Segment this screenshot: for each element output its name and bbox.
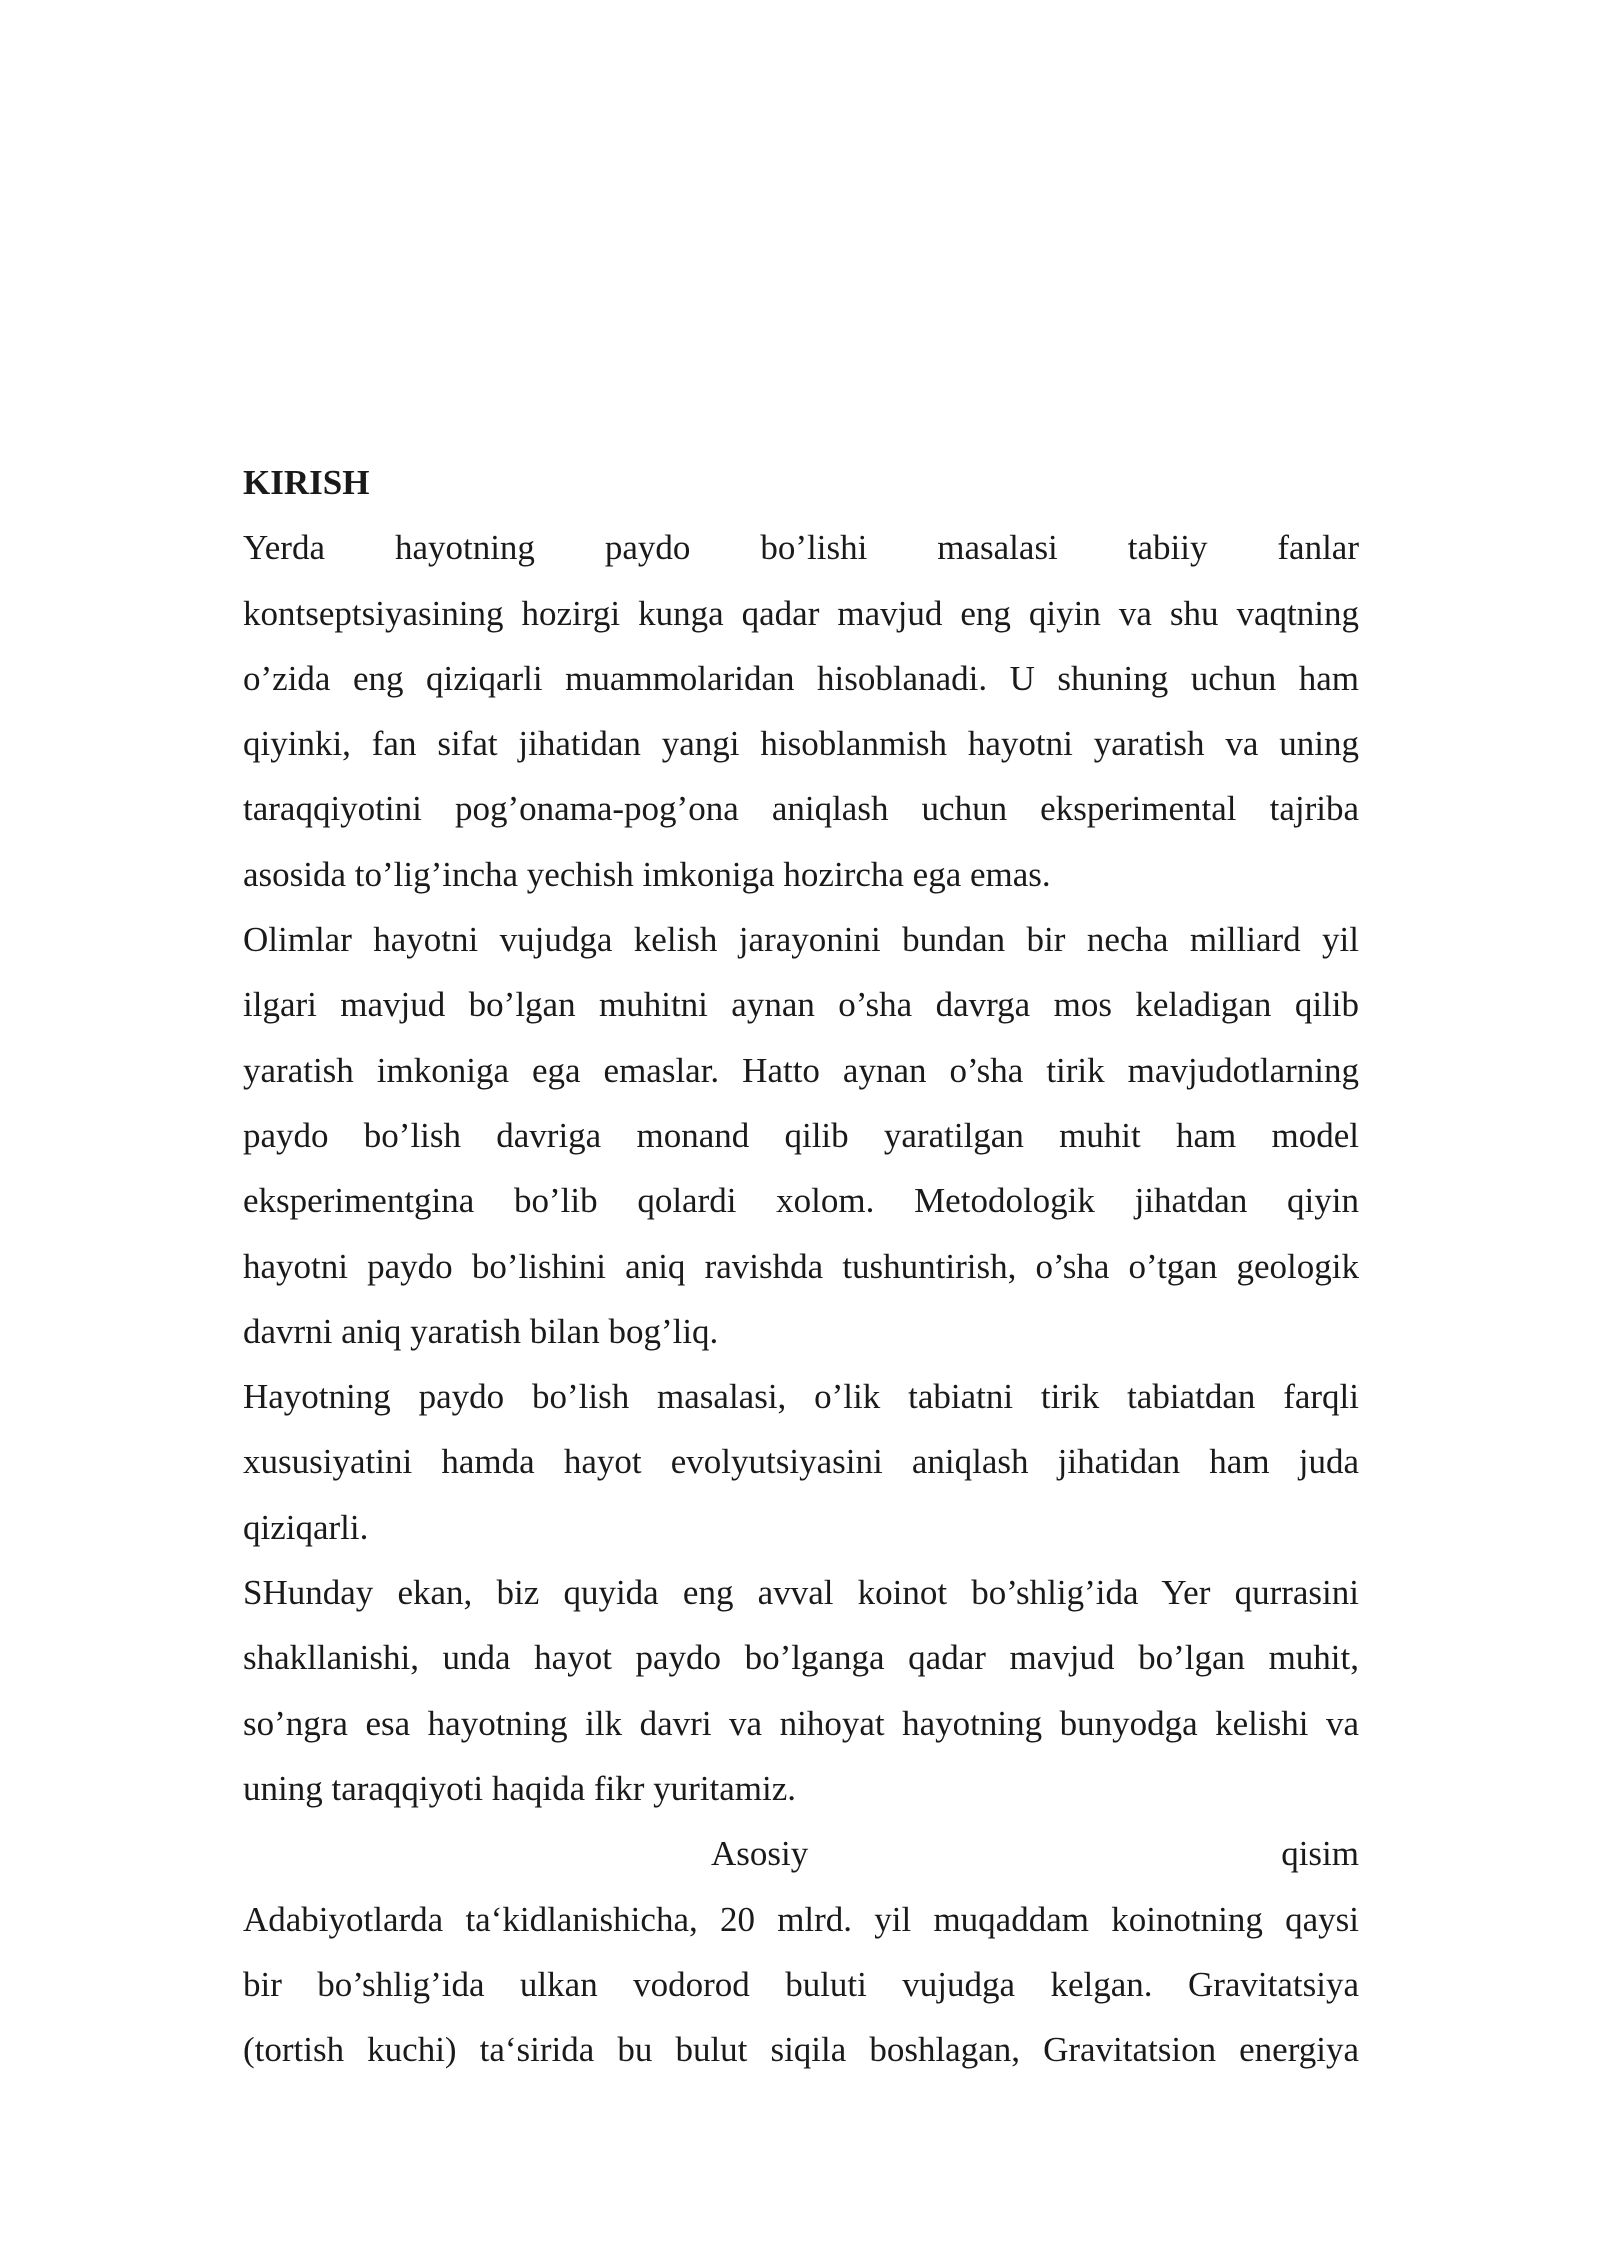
- document-page: [243, 450, 1359, 2082]
- text-line: Adabiyotlarda ta‘kidlanishicha, 20 mlrd. yil muqaddam koinotning qaysi: [243, 1899, 1359, 1939]
- text-line: Hayotning paydo bo’lish masalasi, o’lik tabiatni tirik tabiatdan farqli: [243, 1377, 1359, 1417]
- text-line: yaratish imkoniga ega emaslar. Hatto aynan o’sha tirik mavjudotlarning: [243, 1050, 1359, 1090]
- text-line: SHunday ekan, biz quyida eng avval koinot bo’shlig’ida Yer qurrasini: [243, 1573, 1359, 1613]
- text-line: Olimlar hayotni vujudga kelish jarayonini bundan bir necha milliard yil: [243, 920, 1359, 960]
- text-line: xususiyatini hamda hayot evolyutsiyasini aniqlash jihatidan ham juda: [243, 1442, 1359, 1482]
- text-line: o’zida eng qiziqarli muammolaridan hisoblanadi. U shuning uchun ham: [243, 658, 1359, 698]
- section-heading-line: Asosiy qisim: [711, 1834, 1359, 1874]
- text-line: paydo bo’lish davriga monand qilib yaratilgan muhit ham model: [243, 1115, 1359, 1155]
- text-line: so’ngra esa hayotning ilk davri va nihoyat hayotning bunyodga kelishi va: [243, 1703, 1359, 1743]
- text-line: qiziqarli.: [243, 1507, 369, 1547]
- text-line: qiyinki, fan sifat jihatidan yangi hisoblanmish hayotni yaratish va uning: [243, 724, 1359, 764]
- text-line: eksperimentgina bo’lib qolardi xolom. Metodologik jihatdan qiyin: [243, 1181, 1359, 1221]
- text-line: ilgari mavjud bo’lgan muhitni aynan o’sha davrga mos keladigan qilib: [243, 985, 1359, 1025]
- text-line: taraqqiyotini pog’onama-pog’ona aniqlash uchun eksperimental tajriba: [243, 789, 1359, 829]
- text-line: davrni aniq yaratish bilan bog’liq.: [243, 1311, 719, 1351]
- text-line: hayotni paydo bo’lishini aniq ravishda tushuntirish, o’sha o’tgan geologik: [243, 1246, 1359, 1286]
- text-line: (tortish kuchi) ta‘sirida bu bulut siqila boshlagan, Gravitatsion energiya: [243, 2030, 1359, 2070]
- text-line: kontseptsiyasining hozirgi kunga qadar mavjud eng qiyin va shu vaqtning: [243, 593, 1359, 633]
- text-line: Yerda hayotning paydo bo’lishi masalasi tabiiy fanlar: [243, 528, 1359, 568]
- text-line: bir bo’shlig’ida ulkan vodorod buluti vujudga kelgan. Gravitatsiya: [243, 1964, 1359, 2004]
- text-line: uning taraqqiyoti haqida fikr yuritamiz.: [243, 1768, 797, 1808]
- text-line: asosida to’lig’incha yechish imkoniga hozircha ega emas.: [243, 854, 1051, 894]
- document-title: KIRISH: [243, 463, 370, 502]
- text-line: shakllanishi, unda hayot paydo bo’lganga qadar mavjud bo’lgan muhit,: [243, 1638, 1359, 1678]
